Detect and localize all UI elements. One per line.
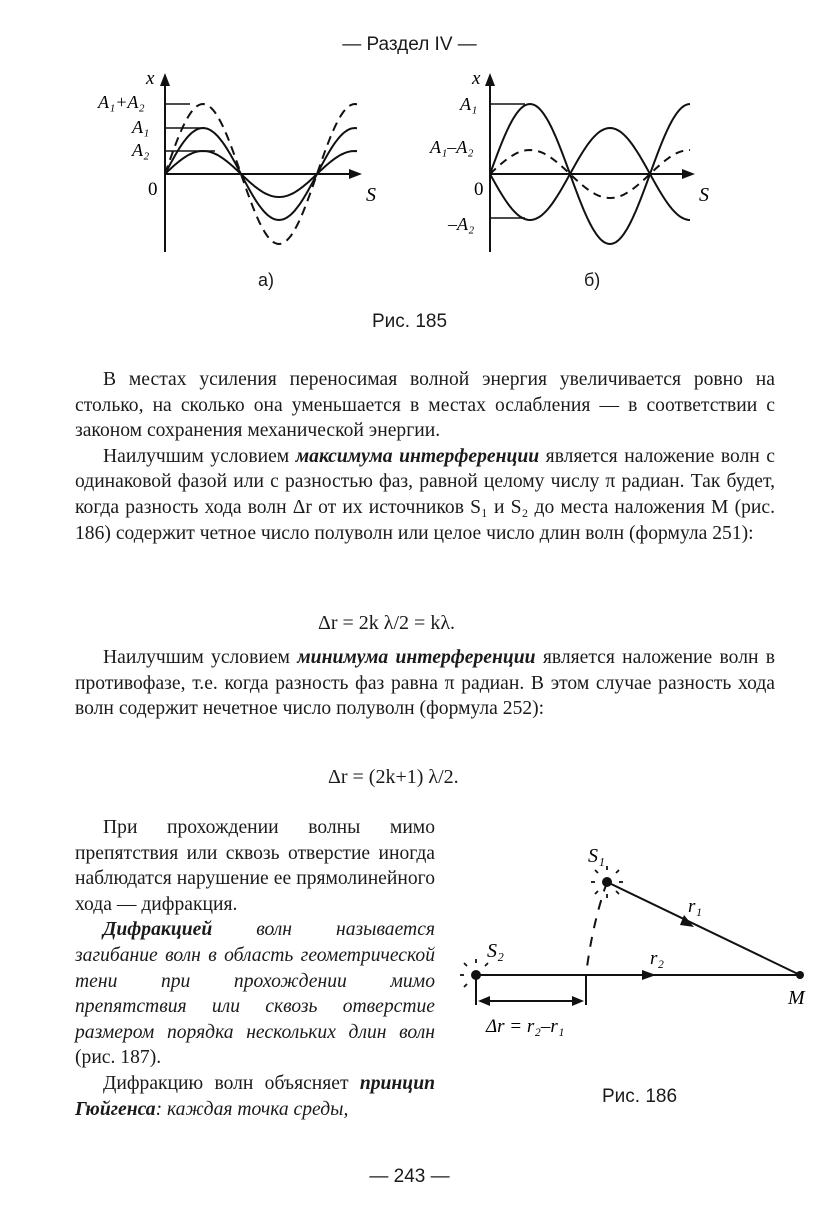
formula-251: Δr = 2k λ/2 = kλ.	[318, 612, 456, 634]
panel-a-axes	[160, 73, 362, 252]
label-a1-a: A₁	[132, 117, 150, 137]
term-diffraction: Дифракцией	[103, 919, 213, 941]
arrow-r2	[642, 970, 656, 980]
term-huygens: принцип Гюйгенса	[75, 1072, 435, 1120]
ray-r1	[607, 882, 800, 975]
label-r2: r₂	[650, 948, 664, 969]
source-s1	[602, 877, 612, 887]
axis-x-label-a: x	[146, 68, 155, 89]
running-header: — Раздел IV —	[342, 34, 477, 55]
label-sum-a: A₁+A₂	[98, 92, 145, 112]
paragraph-diffraction-intro: При прохождении волны мимо препятствия или сквозь отверстие иногда наблюдатся нарушение ее прямолинейного хода — дифракция.	[75, 817, 435, 915]
subfigure-label-a: а)	[258, 270, 275, 290]
paragraph-minimum: Наилучшим условием минимума интерференции является наложение волн в противофазе, т.е. когда разность фаз равна π радиан. В этом случае разность хода волн содержит нечетное число полуволн (формула 252):	[75, 647, 776, 720]
paragraph-maximum: Наилучшим условием максимума интерференции является наложение волн с одинаковой фазой или с разностью фаз, равной целому числу π радиан. Так будет, когда разность хода волн Δr от их источников S₁ и S₂ до места наложения M (рис. 186) содержит четное число полуволн или целое число длин волн (формула 251):	[75, 445, 775, 544]
label-diff-b: A₁–A₂	[430, 137, 474, 157]
label-m: M	[788, 987, 805, 1009]
axis-s-label-a: S	[366, 184, 376, 206]
page-number: — 243 —	[369, 1166, 450, 1187]
label-a1-b: A₁	[460, 94, 478, 114]
origin-b: 0	[474, 179, 484, 200]
figure-185-caption: Рис. 185	[371, 311, 448, 332]
label-s2: S₂	[487, 940, 504, 962]
paragraph-diffraction-definition: Дифракцией волн называется загибание волн в область геометрической тени при прохождении мимо препятствия или сквозь отверстие размером порядка нескольких длин волн (рис. 187).	[75, 919, 435, 1069]
figure-185	[0, 60, 819, 320]
label-a2-a: A₂	[132, 140, 150, 160]
label-neg-a2-b: –A₂	[448, 214, 475, 234]
term-maximum: максимума интерференции	[295, 445, 540, 467]
axis-x-label-b: x	[472, 68, 481, 89]
main-text-block	[75, 367, 775, 546]
point-m	[796, 971, 804, 979]
label-r1: r₁	[688, 896, 702, 917]
figure-186-caption: Рис. 186	[602, 1086, 678, 1107]
arc-dashed	[586, 882, 607, 975]
axis-s-label-b: S	[699, 184, 709, 206]
figure-186	[450, 830, 810, 1070]
term-minimum: минимума интерференции	[297, 647, 536, 668]
minimum-text-block	[75, 645, 775, 722]
label-delta-r: Δr = r₂–r₁	[486, 1016, 565, 1037]
formula-252: Δr = (2k+1) λ/2.	[328, 766, 459, 788]
diffraction-text-block	[75, 815, 435, 1122]
paragraph-energy: В местах усиления переносимая волной энергия увеличивается ровно на столько, на сколько она уменьшается в местах ослабления — в соответствии с законом сохранения механической энергии.	[75, 369, 775, 442]
origin-a: 0	[148, 179, 158, 200]
subfigure-label-b: б)	[584, 270, 601, 290]
paragraph-huygens: Дифракцию волн объясняет принцип Гюйгенса: каждая точка среды,	[75, 1072, 435, 1120]
label-s1: S₁	[588, 845, 605, 867]
source-s2	[471, 970, 481, 980]
